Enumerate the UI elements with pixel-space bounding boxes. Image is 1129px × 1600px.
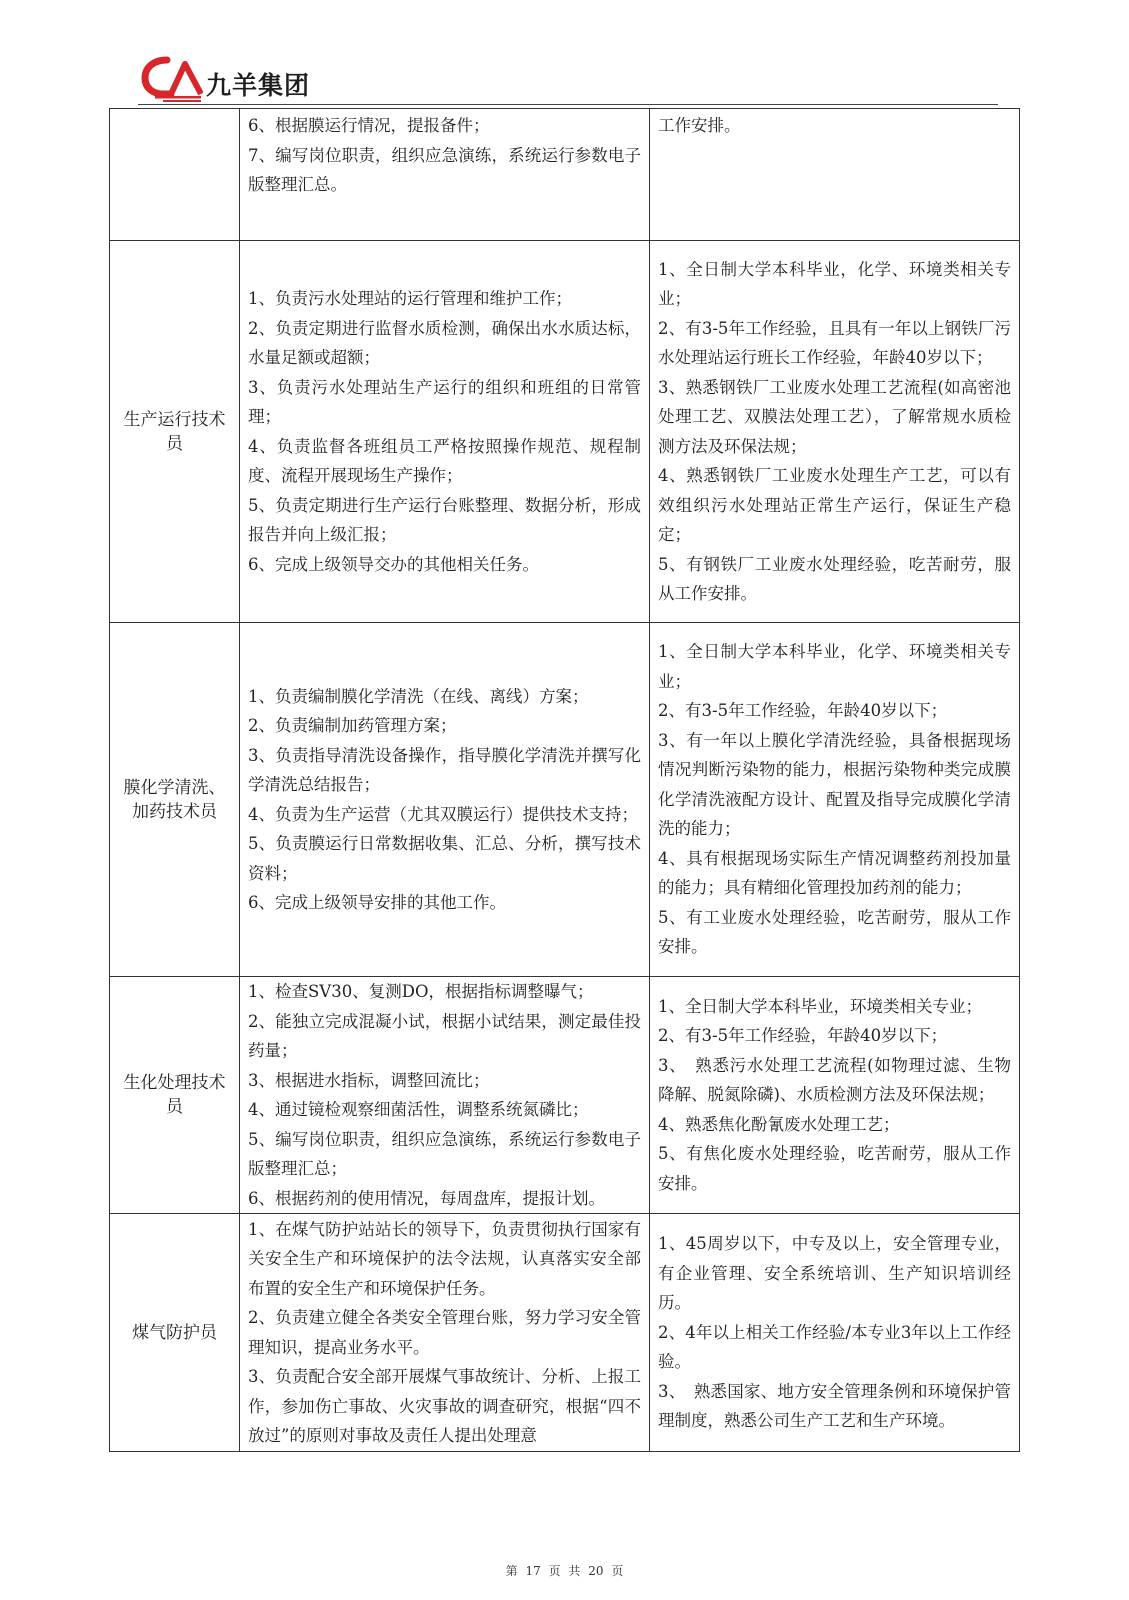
table-row xyxy=(110,109,1020,241)
requirement-item: 2、有3-5年工作经验，年龄40岁以下； xyxy=(658,1026,948,1046)
duty-item: 4、负责监督各班组员工严格按照操作规范、规程制度、流程开展现场生产操作； xyxy=(248,436,641,485)
requirement-item: 4、熟悉钢铁厂工业废水处理生产工艺，可以有效组织污水处理站正常生产运行，保证生产稳定； xyxy=(658,466,1011,544)
duty-item: 5、负责定期进行生产运行台账整理、数据分析，形成报告并向上级汇报； xyxy=(248,495,641,544)
duty-item: 5、编写岗位职责，组织应急演练，系统运行参数电子版整理汇总； xyxy=(248,1129,641,1178)
duty-item: 4、负责为生产运营（尤其双膜运行）提供技术支持； xyxy=(248,804,638,824)
table-row xyxy=(110,1214,1020,1452)
duty-item: 2、负责编制加药管理方案； xyxy=(248,716,457,735)
requirement-item: 5、有工业废水处理经验，吃苦耐劳，服从工作安排。 xyxy=(658,907,1011,957)
duty-item: 1、负责污水处理站的运行管理和维护工作； xyxy=(248,289,572,308)
duty-item: 1、负责编制膜化学清洗（在线、离线）方案； xyxy=(248,686,589,706)
footer-total-word: 共 xyxy=(568,1564,581,1578)
requirement-item: 1、全日制大学本科毕业，化学、环境类相关专业； xyxy=(658,642,1011,691)
requirements-cell xyxy=(650,109,1020,241)
company-name: 九羊集团 xyxy=(206,71,311,100)
current-page-number: 17 xyxy=(525,1564,541,1578)
duty-item: 6、完成上级领导安排的其他工作。 xyxy=(248,893,506,912)
duty-item: 6、完成上级领导交办的其他相关任务。 xyxy=(248,554,539,574)
duty-item: 3、负责配合安全部开展煤气事故统计、分析、上报工作，参加伤亡事故、火灾事故的调查研究，根据“四不放过”的原则对事故及责任人提出处理意 xyxy=(248,1367,641,1445)
requirement-item: 1、全日制大学本科毕业，化学、环境类相关专业； xyxy=(658,259,1011,308)
duty-item: 6、根据药剂的使用情况，每周盘库，提报计划。 xyxy=(248,1188,605,1208)
requirement-item: 5、有焦化废水处理经验，吃苦耐劳，服从工作安排。 xyxy=(658,1144,1011,1193)
requirement-item: 3、有一年以上膜化学清洗经验，具备根据现场情况判断污染物的能力，根据污染物种类完成膜化学清洗液配方设计、配置及指导完成膜化学清洗的能力； xyxy=(658,730,1011,839)
page-header xyxy=(138,50,998,106)
duties-cell xyxy=(240,241,650,623)
duties-cell xyxy=(240,977,650,1214)
job-title xyxy=(110,109,240,241)
requirement-item: 2、有3-5年工作经验，且具有一年以上钢铁厂污水处理站运行班长工作经验，年龄40岁以下； xyxy=(658,318,1011,367)
requirement-item: 3、熟悉钢铁厂工业废水处理工艺流程(如高密池处理工艺、双膜法处理工艺），了解常规水质检测方法及环保法规； xyxy=(658,377,1011,456)
job-title: 膜化学清洗、加药技术员 xyxy=(110,623,240,977)
duty-item: 5、负责膜运行日常数据收集、汇总、分析，撰写技术资料； xyxy=(248,834,641,883)
footer-page-word: 页 xyxy=(548,1564,561,1578)
duty-item: 1、在煤气防护站站长的领导下，负责贯彻执行国家有关安全生产和环境保护的法令法规，认真落实安全部布置的安全生产和环境保护任务。 xyxy=(248,1219,641,1298)
requirement-item: 1、45周岁以下，中专及以上，安全管理专业，有企业管理、安全系统培训、生产知识培训经历。 xyxy=(658,1234,1011,1313)
table-row xyxy=(110,977,1020,1214)
requirement-item: 2、有3-5年工作经验，年龄40岁以下； xyxy=(658,701,948,721)
duties-cell xyxy=(240,109,650,241)
job-title: 生产运行技术员 xyxy=(110,241,240,623)
requirement-item: 3、 熟悉国家、地方安全管理条例和环境保护管理制度，熟悉公司生产工艺和生产环境。 xyxy=(658,1381,1011,1431)
page-footer xyxy=(0,1562,1129,1579)
requirement-item: 1、全日制大学本科毕业，环境类相关专业； xyxy=(658,996,982,1016)
duty-item: 7、编写岗位职责，组织应急演练，系统运行参数电子版整理汇总。 xyxy=(248,145,641,194)
job-title: 生化处理技术员 xyxy=(110,977,240,1214)
requirements-cell xyxy=(650,241,1020,623)
job-table xyxy=(109,108,1020,1452)
duty-item: 6、根据膜运行情况，提报备件； xyxy=(248,116,490,135)
duty-item: 3、负责指导清洗设备操作，指导膜化学清洗并撰写化学清洗总结报告； xyxy=(248,745,641,794)
duties-cell xyxy=(240,623,650,977)
duty-item: 2、能独立完成混凝小试，根据小试结果，测定最佳投药量； xyxy=(248,1011,641,1060)
jiuyang-logo-icon xyxy=(141,56,203,102)
duty-item: 2、负责定期进行监督水质检测，确保出水水质达标，水量足额或超额； xyxy=(248,318,641,367)
total-page-number: 20 xyxy=(588,1564,604,1578)
requirement-item: 4、熟悉焦化酚氰废水处理工艺； xyxy=(658,1114,900,1134)
requirement-item: 工作安排。 xyxy=(658,116,741,135)
footer-prefix: 第 xyxy=(505,1564,518,1578)
table-row xyxy=(110,241,1020,623)
requirements-cell xyxy=(650,1214,1020,1452)
duty-item: 3、根据进水指标，调整回流比； xyxy=(248,1070,490,1090)
requirement-item: 2、4年以上相关工作经验/本专业3年以上工作经验。 xyxy=(658,1322,1011,1372)
table-row xyxy=(110,623,1020,977)
requirement-item: 4、具有根据现场实际生产情况调整药剂投加量的能力；具有精细化管理投加药剂的能力； xyxy=(658,848,1011,898)
requirements-cell xyxy=(650,977,1020,1214)
header-divider xyxy=(138,104,998,105)
job-title: 煤气防护员 xyxy=(110,1214,240,1452)
duty-item: 4、通过镜检观察细菌活性，调整系统氮磷比； xyxy=(248,1100,589,1119)
requirement-item: 3、 熟悉污水处理工艺流程(如物理过滤、生物降解、脱氮除磷)、水质检测方法及环保法规； xyxy=(658,1055,1011,1105)
duties-cell xyxy=(240,1214,650,1452)
duty-item: 2、负责建立健全各类安全管理台账，努力学习安全管理知识，提高业务水平。 xyxy=(248,1308,641,1357)
duty-item: 1、检查SV30、复测DO，根据指标调整曝气； xyxy=(248,982,594,1001)
footer-suffix: 页 xyxy=(611,1564,624,1578)
duty-item: 3、负责污水处理站生产运行的组织和班组的日常管理； xyxy=(248,377,641,426)
requirements-cell xyxy=(650,623,1020,977)
requirement-item: 5、有钢铁厂工业废水处理经验，吃苦耐劳，服从工作安排。 xyxy=(658,554,1011,603)
